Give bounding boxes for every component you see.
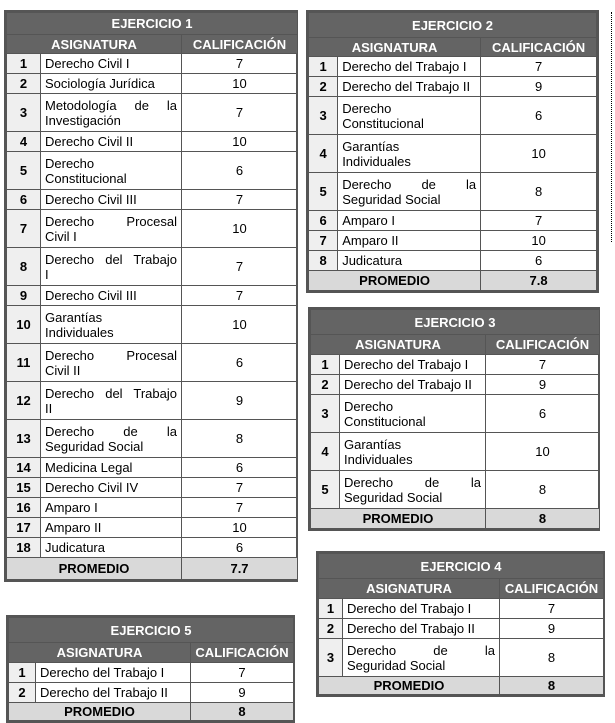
subject-line-2: Individuales <box>45 324 114 340</box>
table-row <box>309 251 597 271</box>
subject-cell: Amparo II <box>338 231 481 251</box>
table-ejercicio-4 <box>316 551 605 697</box>
subject-line-2: Individuales <box>344 451 413 467</box>
subject-cell <box>338 97 481 135</box>
subject-line-1: Garantías <box>342 138 400 154</box>
grade-cell: 6 <box>481 251 597 271</box>
row-number: 12 <box>7 382 41 420</box>
grade-cell: 10 <box>182 306 298 344</box>
promedio-value: 7.8 <box>481 271 597 291</box>
subject-line-1: Derecho <box>344 398 394 414</box>
row-number: 4 <box>311 433 340 471</box>
grade-cell: 7 <box>182 54 298 74</box>
table-row <box>7 190 298 210</box>
row-number: 2 <box>309 77 338 97</box>
table-title: EJERCICIO 3 <box>311 310 600 335</box>
table-title: EJERCICIO 4 <box>319 554 604 579</box>
table-row <box>309 97 597 135</box>
table-row <box>311 355 600 375</box>
table-title: EJERCICIO 2 <box>309 13 597 38</box>
subject-cell: Derecho del Trabajo II <box>343 619 500 639</box>
row-number: 1 <box>311 355 340 375</box>
subject-line-1: Derecho Procesal <box>45 347 177 363</box>
row-number: 6 <box>7 190 41 210</box>
row-number: 3 <box>311 395 340 433</box>
table-row <box>7 286 298 306</box>
row-number: 1 <box>309 57 338 77</box>
table-row <box>319 619 604 639</box>
table-row <box>7 538 298 558</box>
table-row <box>309 57 597 77</box>
table-row <box>7 382 298 420</box>
subject-cell: Derecho Civil IV <box>41 478 182 498</box>
table-row <box>319 599 604 619</box>
subject-line-1: Derecho <box>45 155 95 171</box>
header-calificacion: CALIFICACIÓN <box>182 35 298 54</box>
subject-cell <box>41 420 182 458</box>
table-ejercicio-2 <box>306 10 599 293</box>
grade-cell: 10 <box>182 210 298 248</box>
grade-cell: 7 <box>182 248 298 286</box>
header-asignatura: ASIGNATURA <box>309 38 481 57</box>
subject-cell <box>41 210 182 248</box>
subject-line-2: Investigación <box>45 112 121 128</box>
subject-cell: Medicina Legal <box>41 458 182 478</box>
header-calificacion: CALIFICACIÓN <box>481 38 597 57</box>
row-number: 3 <box>309 97 338 135</box>
row-number: 4 <box>7 132 41 152</box>
row-number: 13 <box>7 420 41 458</box>
row-number: 1 <box>9 663 36 683</box>
table-row <box>309 173 597 211</box>
grade-cell: 9 <box>191 683 294 703</box>
promedio-value: 8 <box>500 677 604 695</box>
grade-cell: 7 <box>182 286 298 306</box>
promedio-label: PROMEDIO <box>319 677 500 695</box>
subject-line-2: Civil I <box>45 228 77 244</box>
table-row <box>311 375 600 395</box>
table-row <box>7 458 298 478</box>
subject-cell <box>41 94 182 132</box>
subject-cell: Derecho Civil III <box>41 286 182 306</box>
table-row <box>7 306 298 344</box>
grade-cell: 6 <box>182 152 298 190</box>
subject-line-1: Derecho <box>342 100 392 116</box>
grade-cell: 10 <box>481 135 597 173</box>
row-number: 18 <box>7 538 41 558</box>
subject-cell <box>41 152 182 190</box>
table-row <box>7 210 298 248</box>
table-row <box>7 74 298 94</box>
row-number: 2 <box>311 375 340 395</box>
promedio-label: PROMEDIO <box>311 509 486 529</box>
row-number: 5 <box>7 152 41 190</box>
row-number: 2 <box>7 74 41 94</box>
table-row <box>309 231 597 251</box>
grade-cell: 6 <box>486 395 600 433</box>
row-number: 5 <box>309 173 338 211</box>
subject-line-1: Derecho de la <box>344 474 481 490</box>
cropped-margin-text <box>611 12 615 242</box>
table-row <box>309 77 597 97</box>
subject-cell: Sociología Jurídica <box>41 74 182 94</box>
grade-cell: 7 <box>481 57 597 77</box>
table-ejercicio-3 <box>308 307 600 531</box>
table-title: EJERCICIO 5 <box>9 618 294 643</box>
row-number: 4 <box>309 135 338 173</box>
subject-cell: Derecho del Trabajo I <box>340 355 486 375</box>
subject-cell <box>41 306 182 344</box>
grade-cell: 7 <box>500 599 604 619</box>
subject-cell: Derecho del Trabajo I <box>343 599 500 619</box>
header-calificacion: CALIFICACIÓN <box>191 643 294 663</box>
table-row <box>7 344 298 382</box>
subject-cell: Derecho del Trabajo II <box>338 77 481 97</box>
subject-cell: Amparo II <box>41 518 182 538</box>
row-number: 9 <box>7 286 41 306</box>
row-number: 7 <box>7 210 41 248</box>
table-row <box>319 639 604 677</box>
grade-cell: 9 <box>182 382 298 420</box>
subject-line-1: Derecho de la <box>347 642 495 658</box>
row-number: 16 <box>7 498 41 518</box>
promedio-value: 7.7 <box>182 558 298 580</box>
grade-cell: 10 <box>182 132 298 152</box>
header-calificacion: CALIFICACIÓN <box>486 335 600 355</box>
subject-line-2: Seguridad Social <box>347 657 446 673</box>
subject-line-2: I <box>45 266 49 282</box>
promedio-label: PROMEDIO <box>7 558 182 580</box>
subject-line-2: Seguridad Social <box>45 438 144 454</box>
subject-line-1: Garantías <box>344 436 402 452</box>
subject-line-1: Derecho del Trabajo <box>45 385 177 401</box>
grade-cell: 6 <box>182 538 298 558</box>
subject-cell: Derecho Civil II <box>41 132 182 152</box>
table-row <box>309 135 597 173</box>
row-number: 17 <box>7 518 41 538</box>
subject-cell <box>340 433 486 471</box>
subject-cell <box>41 382 182 420</box>
grade-cell: 7 <box>182 498 298 518</box>
table-row <box>7 518 298 538</box>
subject-cell: Judicatura <box>338 251 481 271</box>
subject-line-1: Derecho Procesal <box>45 213 177 229</box>
subject-cell: Derecho Civil I <box>41 54 182 74</box>
table-row <box>7 478 298 498</box>
row-number: 11 <box>7 344 41 382</box>
promedio-value: 8 <box>486 509 600 529</box>
subject-cell: Derecho del Trabajo II <box>36 683 191 703</box>
grade-cell: 6 <box>481 97 597 135</box>
table-row <box>7 132 298 152</box>
row-number: 14 <box>7 458 41 478</box>
table-ejercicio-1 <box>4 10 298 582</box>
subject-line-2: Constitucional <box>344 413 426 429</box>
table-row <box>7 498 298 518</box>
table-row <box>7 420 298 458</box>
subject-cell: Derecho del Trabajo II <box>340 375 486 395</box>
row-number: 3 <box>7 94 41 132</box>
table-row <box>9 663 294 683</box>
subject-cell: Amparo I <box>338 211 481 231</box>
subject-cell <box>41 248 182 286</box>
promedio-value: 8 <box>191 703 294 721</box>
table-title: EJERCICIO 1 <box>7 13 298 35</box>
row-number: 3 <box>319 639 343 677</box>
subject-line-1: Metodología de la <box>45 97 177 113</box>
table-row <box>311 433 600 471</box>
table-row <box>7 54 298 74</box>
grade-cell: 10 <box>182 74 298 94</box>
grade-cell: 8 <box>486 471 600 509</box>
subject-cell <box>340 395 486 433</box>
subject-cell: Amparo I <box>41 498 182 518</box>
row-number: 8 <box>7 248 41 286</box>
subject-line-1: Garantías <box>45 309 103 325</box>
subject-cell: Derecho Civil III <box>41 190 182 210</box>
grade-cell: 7 <box>182 190 298 210</box>
subject-line-2: Individuales <box>342 153 411 169</box>
table-row <box>9 683 294 703</box>
subject-line-1: Derecho de la <box>45 423 177 439</box>
grade-cell: 10 <box>486 433 600 471</box>
grade-cell: 9 <box>486 375 600 395</box>
subject-cell <box>338 173 481 211</box>
header-asignatura: ASIGNATURA <box>9 643 191 663</box>
grade-cell: 7 <box>486 355 600 375</box>
grade-cell: 7 <box>182 478 298 498</box>
subject-cell <box>41 344 182 382</box>
subject-line-1: Derecho de la <box>342 176 477 192</box>
table-row <box>311 471 600 509</box>
row-number: 2 <box>9 683 36 703</box>
grade-cell: 8 <box>500 639 604 677</box>
subject-line-2: Seguridad Social <box>342 191 441 207</box>
subject-line-2: II <box>45 400 53 416</box>
header-calificacion: CALIFICACIÓN <box>500 579 604 599</box>
grade-cell: 6 <box>182 344 298 382</box>
subject-line-2: Seguridad Social <box>344 489 443 505</box>
row-number: 10 <box>7 306 41 344</box>
row-number: 8 <box>309 251 338 271</box>
row-number: 1 <box>319 599 343 619</box>
row-number: 7 <box>309 231 338 251</box>
table-ejercicio-5 <box>6 615 295 723</box>
subject-cell <box>340 471 486 509</box>
subject-cell <box>343 639 500 677</box>
grade-cell: 10 <box>182 518 298 538</box>
table-row <box>7 152 298 190</box>
table-row <box>7 94 298 132</box>
subject-line-2: Civil II <box>45 362 81 378</box>
row-number: 2 <box>319 619 343 639</box>
promedio-label: PROMEDIO <box>309 271 481 291</box>
grade-cell: 7 <box>191 663 294 683</box>
subject-cell: Derecho del Trabajo I <box>36 663 191 683</box>
row-number: 1 <box>7 54 41 74</box>
promedio-label: PROMEDIO <box>9 703 191 721</box>
grade-cell: 9 <box>481 77 597 97</box>
subject-cell: Derecho del Trabajo I <box>338 57 481 77</box>
grade-cell: 6 <box>182 458 298 478</box>
grade-cell: 7 <box>182 94 298 132</box>
grade-cell: 8 <box>182 420 298 458</box>
header-asignatura: ASIGNATURA <box>311 335 486 355</box>
row-number: 5 <box>311 471 340 509</box>
subject-cell <box>338 135 481 173</box>
header-asignatura: ASIGNATURA <box>319 579 500 599</box>
grade-cell: 9 <box>500 619 604 639</box>
header-asignatura: ASIGNATURA <box>7 35 182 54</box>
table-row <box>309 211 597 231</box>
grade-cell: 7 <box>481 211 597 231</box>
subject-line-1: Derecho del Trabajo <box>45 251 177 267</box>
subject-line-2: Constitucional <box>45 170 127 186</box>
grade-cell: 8 <box>481 173 597 211</box>
grade-cell: 10 <box>481 231 597 251</box>
table-row <box>311 395 600 433</box>
row-number: 15 <box>7 478 41 498</box>
table-row <box>7 248 298 286</box>
subject-line-2: Constitucional <box>342 115 424 131</box>
row-number: 6 <box>309 211 338 231</box>
subject-cell: Judicatura <box>41 538 182 558</box>
